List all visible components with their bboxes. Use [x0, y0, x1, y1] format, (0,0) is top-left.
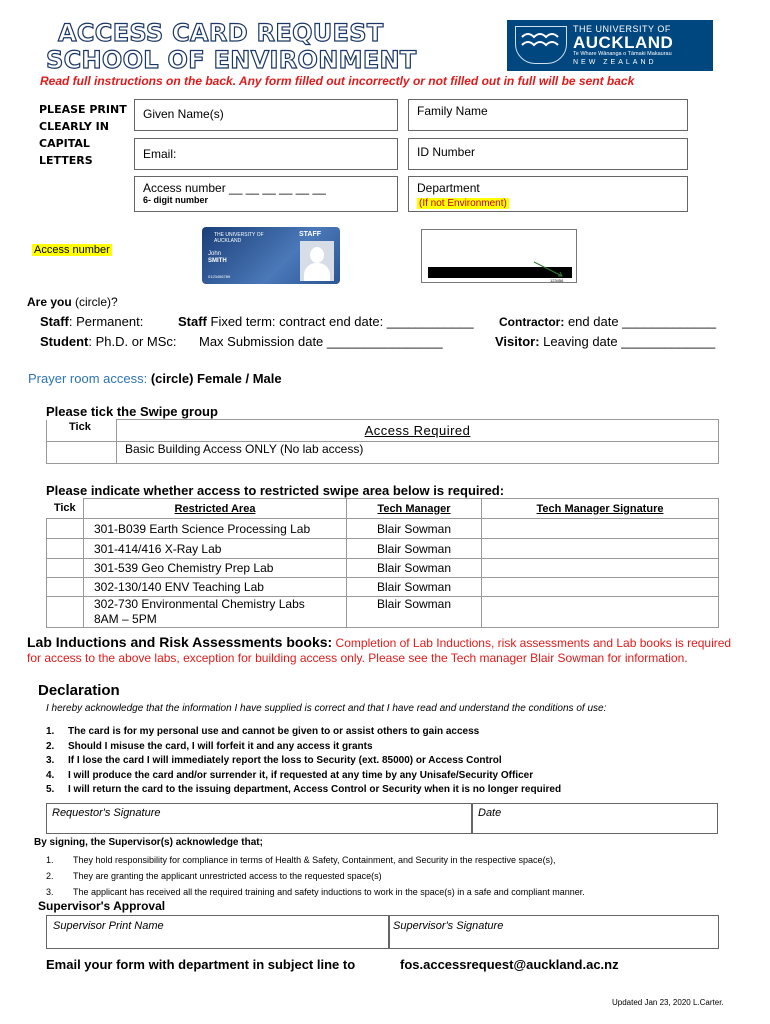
list-item: 3. The applicant has received all the required training and safety inductions to work in the space(s) in a safe and compliant manner. [46, 887, 585, 897]
restricted-tick-box[interactable] [47, 519, 84, 539]
photo-placeholder-icon [300, 241, 334, 281]
restricted-col-signature: Tech Manager Signature [482, 499, 719, 519]
list-item: 1. The card is for my personal use and cannot be given to or assist others to gain access [46, 726, 480, 737]
supervisor-list [46, 852, 585, 900]
swipe-table [46, 419, 719, 464]
status-question: Are you (circle)? [27, 295, 118, 309]
list-item: 2. Should I misuse the card, I will forfeit it and any access it grants [46, 740, 373, 752]
swipe-row-basic: Basic Building Access ONLY (No lab access) [117, 442, 719, 464]
list-item: 3. If I lose the card I will immediately report the loss to Security (ext. 85000) or Access Control [46, 755, 502, 766]
status-visitor: Visitor: Leaving date _____________ [495, 334, 716, 349]
declaration-list [46, 725, 561, 798]
updated-note: Updated Jan 23, 2020 L.Carter. [612, 998, 724, 1007]
inductions-note: Lab Inductions and Risk Assessments books: Completion of Lab Inductions, risk assessments and Lab books is required for access to the above labs, exception for building access only. Please see the Tech manager Blair Sowman for information. [27, 634, 732, 665]
status-row-2: Student: Ph.D. or MSc: [40, 334, 177, 349]
signature-cell[interactable] [482, 539, 719, 559]
access-number-label: Access number [34, 244, 110, 256]
supervisor-signature-field[interactable]: Supervisor's Signature [389, 915, 719, 949]
status-max-submission: Max Submission date ________________ [199, 334, 443, 349]
list-item: 1. They hold responsibility for compliance in terms of Health & Safety, Containment, and Security in the respective space(s), [46, 855, 556, 865]
title-line-1: ACCESS CARD REQUEST [58, 19, 384, 47]
email-address[interactable]: fos.accessrequest@auckland.ac.nz [400, 957, 619, 972]
prayer-room: Prayer room access: (circle) Female / Male [28, 371, 282, 386]
family-name-field[interactable]: Family Name [408, 99, 688, 131]
restricted-col-area: Restricted Area [84, 499, 347, 519]
page-subtitle [46, 47, 417, 74]
status-staff-term: Staff Fixed term: contract end date: ____________ [178, 314, 474, 329]
table-row: 301-539 Geo Chemistry Prep Lab Blair Sowman [47, 559, 719, 578]
restricted-tick-box[interactable] [47, 559, 84, 578]
declaration-intro: I hereby acknowledge that the information I have supplied is correct and that I have read and understand the conditions of use: [46, 703, 607, 714]
signature-cell[interactable] [482, 597, 719, 628]
status-contractor: Contractor: end date _____________ [499, 314, 717, 329]
given-name-field[interactable]: Given Name(s) [134, 99, 398, 131]
list-item: 5. I will return the card to the issuing department, Access Control or Security when it is no longer required [46, 784, 562, 795]
crest-icon [515, 26, 567, 64]
print-note: PLEASE PRINT CLEARLY IN CAPITAL LETTERS [39, 103, 127, 167]
status-row-1: Staff: Permanent: [40, 314, 144, 329]
signature-cell[interactable] [482, 559, 719, 578]
department-field[interactable]: Department (If not Environment) [408, 176, 688, 212]
signature-cell[interactable] [482, 519, 719, 539]
logo-line-3: Te Whare Wānanga o Tāmaki Makaurau [573, 51, 672, 57]
title-line-2: SCHOOL OF ENVIRONMENT [46, 46, 417, 74]
restricted-col-manager: Tech Manager [347, 499, 482, 519]
table-row: 302-730 Environmental Chemistry Labs 8AM – 5PM Blair Sowman [47, 597, 719, 628]
restricted-tick-box[interactable] [47, 539, 84, 559]
table-row: 302-130/140 ENV Teaching Lab Blair Sowman [47, 578, 719, 597]
access-number-field[interactable]: Access number __ __ __ __ __ __ 6- digit number [134, 176, 398, 212]
restricted-tick-box[interactable] [47, 597, 84, 628]
swipe-col-tick: Tick [47, 420, 117, 442]
page-title [58, 20, 384, 47]
warning-text: Read full instructions on the back. Any form filled out incorrectly or not filled out in full will be sent back [40, 74, 635, 88]
id-number-field[interactable]: ID Number [408, 138, 688, 170]
logo-line-1: THE UNIVERSITY OF [573, 24, 671, 34]
arrow-icon [532, 260, 566, 280]
declaration-title: Declaration [38, 682, 120, 699]
card-back-sample: 123456 [421, 229, 577, 283]
table-row: 301-414/416 X-Ray Lab Blair Sowman [47, 539, 719, 559]
email-instruction: Email your form with department in subject line to [46, 957, 356, 972]
supervisor-intro: By signing, the Supervisor(s) acknowledge that; [34, 837, 263, 848]
logo-line-4: NEW ZEALAND [573, 59, 657, 66]
university-logo [507, 20, 713, 71]
supervisor-print-name-field[interactable]: Supervisor Print Name [46, 915, 389, 949]
requestor-signature-field[interactable]: Requestor's Signature [46, 803, 472, 834]
signature-cell[interactable] [482, 578, 719, 597]
list-item: 4. I will produce the card and/or surrender it, if requested at any time by any Unisafe/Security Officer [46, 769, 534, 781]
table-row: 301-B039 Earth Science Processing Lab Blair Sowman [47, 519, 719, 539]
list-item: 2. They are granting the applicant unrestricted access to the requested space(s) [46, 871, 382, 881]
sample-access-card: THE UNIVERSITY OF AUCKLAND STAFF John SMITH 0123456789 [202, 227, 340, 284]
restricted-col-tick: Tick [47, 499, 84, 519]
email-field[interactable]: Email: [134, 138, 398, 170]
swipe-tick-box[interactable] [47, 442, 117, 464]
restricted-tick-box[interactable] [47, 578, 84, 597]
restricted-table [46, 498, 719, 628]
date-field[interactable]: Date [472, 803, 718, 834]
restricted-heading: Please indicate whether access to restricted swipe area below is required: [46, 483, 505, 498]
swipe-col-access: Access Required [117, 420, 719, 442]
swipe-heading: Please tick the Swipe group [46, 404, 218, 419]
logo-line-2: AUCKLAND [573, 33, 674, 52]
supervisor-approval-title: Supervisor's Approval [38, 899, 166, 913]
